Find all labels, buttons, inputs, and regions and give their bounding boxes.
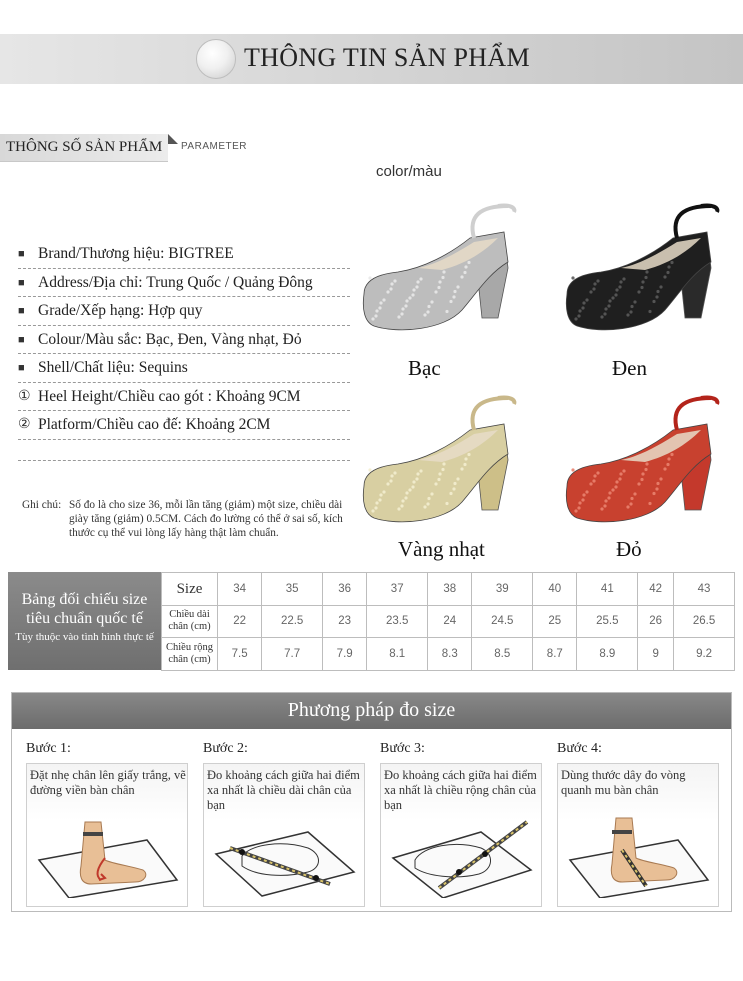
- size-cell: 25.5: [577, 605, 638, 638]
- measurement-method-panel: [11, 692, 732, 912]
- method-title: Phương pháp đo size: [287, 699, 456, 721]
- spec-text: Address/Địa chỉ: Trung Quốc / Quảng Đông: [38, 273, 313, 291]
- parameter-sublabel: PARAMETER: [181, 141, 247, 152]
- size-row-label: Chiều rộng chân (cm): [162, 638, 218, 671]
- size-cell: 9.2: [674, 638, 735, 671]
- step-3: [380, 741, 542, 907]
- size-table-row: [162, 573, 735, 606]
- shoe-gold-icon: [358, 390, 518, 540]
- foot-on-paper-icon: [35, 814, 181, 898]
- step-text: Đo khoảng cách giữa hai điểm xa nhất là chiều rộng chân của bạn: [384, 768, 537, 812]
- size-table-title-line1: Bảng đối chiếu size: [21, 591, 148, 608]
- step-text: Dùng thước dây đo vòng quanh mu bàn chân: [561, 768, 686, 797]
- size-cell: 37: [367, 573, 428, 606]
- size-table-title-line2: tiêu chuẩn quốc tế: [26, 610, 143, 627]
- shoe-red-icon: [556, 390, 726, 540]
- size-table: [8, 572, 735, 670]
- bullet-icon: ■: [18, 362, 25, 374]
- shoe-image-gold: [358, 390, 518, 540]
- spec-item: [18, 326, 350, 355]
- spec-text: Brand/Thương hiệu: BIGTREE: [38, 245, 234, 262]
- size-cell: 7.7: [262, 638, 323, 671]
- shoe-black-icon: [556, 198, 726, 348]
- foot-length-ruler-icon: [212, 814, 358, 898]
- size-cell: 8.9: [577, 638, 638, 671]
- size-table-subtitle: Tùy thuộc vào tình hình thực tế: [15, 631, 154, 643]
- step-card: [203, 763, 365, 907]
- bullet-icon: ■: [18, 333, 25, 346]
- bullet-icon: ■: [18, 248, 25, 260]
- spec-item: [18, 383, 350, 412]
- size-row-label: Chiều dài chân (cm): [162, 605, 218, 638]
- spec-text: Colour/Màu sắc: Bạc, Đen, Vàng nhạt, Đỏ: [38, 330, 302, 348]
- page-title-bar: [0, 34, 743, 84]
- size-cell: 8.5: [472, 638, 533, 671]
- note-text: Số đo là cho size 36, mỗi lần tăng (giảm) một size, chiều dài giày tăng (giảm) 0.5CM. Cách đo lường có thể ở sai số, kích thước cụ thể vui lòng lấy hàng thật làm chuẩn.: [69, 499, 343, 539]
- size-cell: 39: [472, 573, 533, 606]
- size-grid: [161, 572, 735, 671]
- step-text: Đo khoảng cách giữa hai điểm xa nhất là chiều dài chân của bạn: [207, 768, 360, 812]
- spec-item: [18, 240, 350, 269]
- bullet-icon: ■: [18, 276, 25, 289]
- step-label: Bước 3:: [380, 741, 425, 756]
- size-cell: 40: [533, 573, 577, 606]
- size-cell: 7.5: [218, 638, 262, 671]
- size-cell: 8.7: [533, 638, 577, 671]
- title-circle-icon: [196, 39, 236, 79]
- step-1: [26, 741, 188, 907]
- size-cell: 9: [638, 638, 674, 671]
- size-table-row: [162, 605, 735, 638]
- size-cell: 7.9: [323, 638, 367, 671]
- number-icon: ①: [18, 388, 31, 404]
- size-cell: 41: [577, 573, 638, 606]
- size-cell: 8.1: [367, 638, 428, 671]
- step-card: [380, 763, 542, 907]
- shoe-image-silver: [358, 198, 518, 348]
- spec-text: Grade/Xếp hạng: Hợp quy: [38, 302, 203, 319]
- shoe-silver-icon: [358, 198, 518, 348]
- step-label: Bước 1:: [26, 741, 71, 756]
- shoe-name-red: Đỏ: [616, 537, 642, 561]
- parameter-bar: [0, 134, 168, 162]
- size-cell: 25: [533, 605, 577, 638]
- size-cell: 35: [262, 573, 323, 606]
- size-cell: 8.3: [428, 638, 472, 671]
- size-cell: 22.5: [262, 605, 323, 638]
- spec-item: [18, 297, 350, 326]
- size-cell: 24.5: [472, 605, 533, 638]
- size-note: [22, 498, 352, 540]
- step-card: [26, 763, 188, 907]
- spec-text: Platform/Chiều cao đế: Khoảng 2CM: [38, 416, 271, 433]
- parameter-triangle-icon: [168, 134, 178, 144]
- shoe-image-red: [556, 390, 726, 540]
- size-cell: 34: [218, 573, 262, 606]
- size-cell: 23: [323, 605, 367, 638]
- bullet-icon: ■: [18, 305, 25, 317]
- shoe-name-silver: Bạc: [408, 356, 441, 380]
- size-row-label: Size: [162, 573, 218, 606]
- size-table-header: [8, 572, 161, 670]
- foot-width-ruler-icon: [389, 814, 535, 898]
- size-cell: 26.5: [674, 605, 735, 638]
- spec-text: Heel Height/Chiều cao gót : Khoảng 9CM: [38, 387, 301, 405]
- spec-item: [18, 354, 350, 383]
- number-icon: ②: [18, 417, 31, 432]
- step-text: Đặt nhẹ chân lên giấy trắng, vẽ đường viền bàn chân: [30, 768, 186, 797]
- spec-item: [18, 411, 350, 440]
- divider: [18, 460, 350, 461]
- shoe-image-black: [556, 198, 726, 348]
- size-table-row: [162, 638, 735, 671]
- size-cell: 38: [428, 573, 472, 606]
- method-title-bar: [12, 693, 731, 729]
- size-cell: 36: [323, 573, 367, 606]
- size-cell: 22: [218, 605, 262, 638]
- color-heading: color/màu: [376, 163, 442, 180]
- parameter-label: THÔNG SỐ SẢN PHẨM: [6, 139, 163, 155]
- size-cell: 24: [428, 605, 472, 638]
- spec-text: Shell/Chất liệu: Sequins: [38, 359, 188, 376]
- shoe-name-gold: Vàng nhạt: [398, 537, 485, 561]
- spec-list: [18, 240, 350, 440]
- step-card: [557, 763, 719, 907]
- page-title: THÔNG TIN SẢN PHẨM: [244, 43, 530, 72]
- step-4: [557, 741, 719, 907]
- size-cell: 42: [638, 573, 674, 606]
- step-label: Bước 4:: [557, 741, 602, 756]
- foot-instep-tape-icon: [566, 814, 712, 898]
- note-label: Ghi chú:: [22, 499, 62, 511]
- spec-item: [18, 269, 350, 298]
- size-cell: 43: [674, 573, 735, 606]
- step-2: [203, 741, 365, 907]
- step-label: Bước 2:: [203, 741, 248, 756]
- size-cell: 23.5: [367, 605, 428, 638]
- shoe-name-black: Đen: [612, 356, 647, 380]
- size-cell: 26: [638, 605, 674, 638]
